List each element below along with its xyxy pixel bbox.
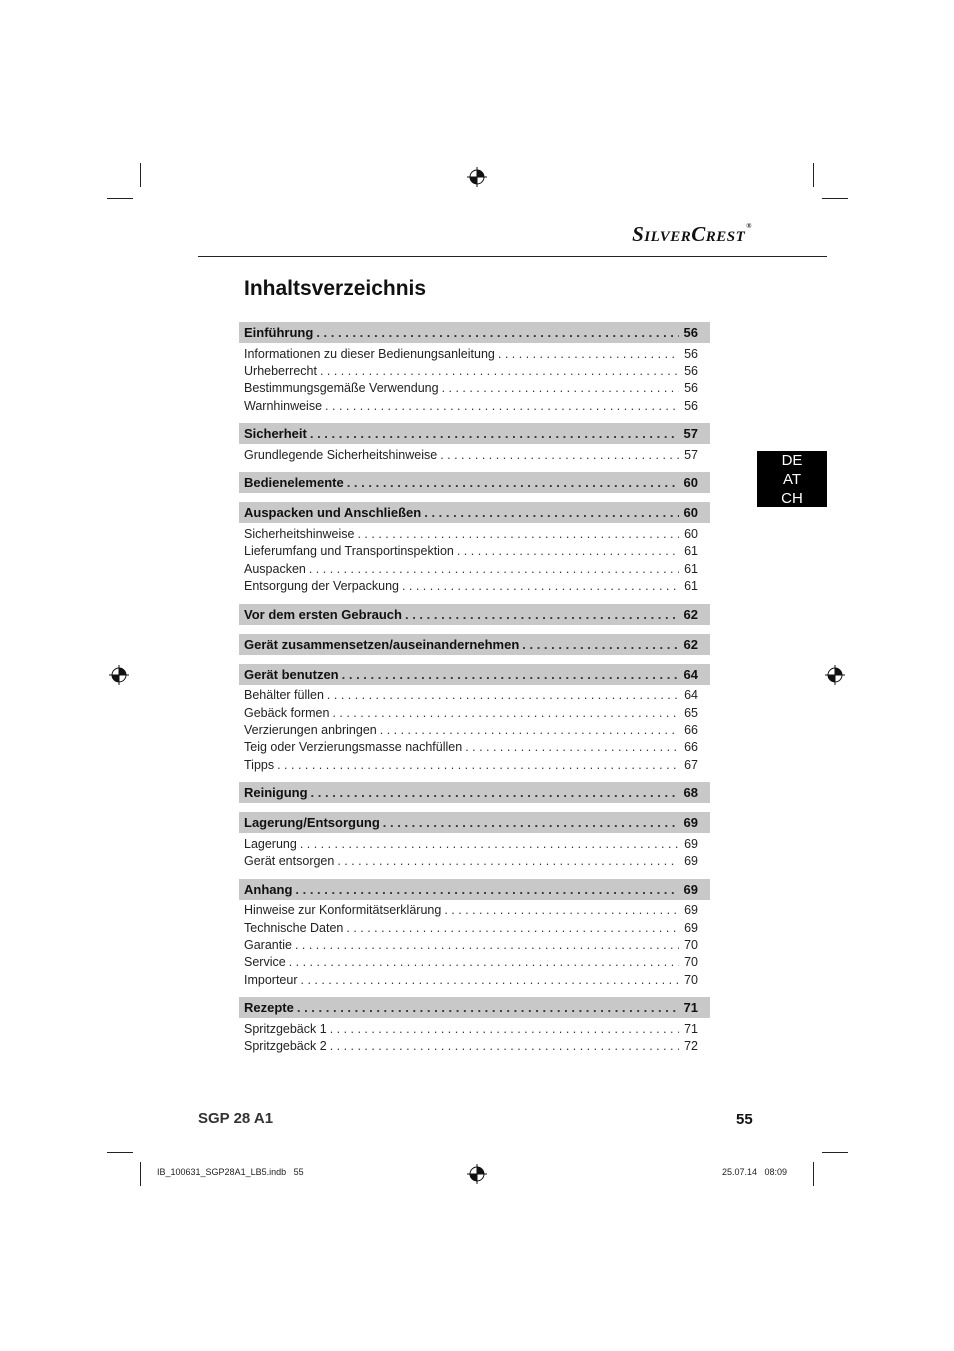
crop-mark [140, 163, 141, 187]
toc-entry-label: Tipps [244, 757, 275, 772]
toc-entry[interactable] [239, 704, 710, 721]
toc-section-title: Gerät benutzen [244, 666, 339, 682]
dot-leader [442, 381, 680, 395]
toc-page-number: 56 [684, 381, 698, 396]
toc-entry-label: Warnhinweise [244, 398, 323, 413]
toc-page-number: 66 [684, 740, 698, 755]
toc-section-heading[interactable] [239, 604, 710, 625]
dot-leader [522, 637, 678, 652]
toc-entry[interactable] [239, 577, 710, 594]
toc-entry[interactable] [239, 852, 710, 869]
toc-page-number: 71 [683, 1000, 698, 1016]
toc-entry-label: Verzierungen anbringen [244, 722, 377, 737]
toc-subsection-list [239, 900, 710, 988]
toc-entry[interactable] [239, 721, 710, 738]
toc-section-title: Reinigung [244, 785, 308, 801]
toc-entry-label: Technische Daten [244, 920, 344, 935]
dot-leader [295, 938, 679, 952]
toc-entry[interactable] [239, 560, 710, 577]
toc-entry[interactable] [239, 954, 710, 971]
dot-leader [383, 815, 679, 830]
dot-leader [337, 854, 679, 868]
toc-subsection-list [239, 833, 710, 870]
toc-page-number: 69 [684, 920, 698, 935]
registration-mark-icon [467, 1164, 487, 1184]
toc-page-number: 56 [684, 398, 698, 413]
dot-leader [297, 1000, 679, 1015]
dot-leader [498, 347, 679, 361]
toc-entry[interactable] [239, 525, 710, 542]
toc-section-title: Gerät zusammensetzen/auseinandernehmen [244, 636, 520, 652]
toc-section-heading[interactable] [239, 634, 710, 655]
toc-page-number: 60 [683, 505, 698, 521]
crop-mark [107, 198, 133, 199]
toc-entry-label: Garantie [244, 937, 292, 952]
dot-leader [347, 475, 679, 490]
toc-page-number: 64 [683, 666, 698, 682]
toc-section-title: Anhang [244, 881, 293, 897]
toc-entry-label: Gerät entsorgen [244, 854, 335, 869]
toc-page-number: 67 [684, 757, 698, 772]
toc-entry-label: Lagerung [244, 836, 297, 851]
toc-page-number: 71 [684, 1021, 698, 1036]
toc-page-number: 62 [683, 636, 698, 652]
toc-entry-label: Urheberrecht [244, 363, 317, 378]
page-title: Inhaltsverzeichnis [244, 277, 427, 300]
dot-leader [332, 706, 679, 720]
brand-logo: SILVERCREST® [632, 222, 752, 246]
dot-leader [346, 921, 679, 935]
dot-leader [405, 607, 679, 622]
language-code: CH [781, 489, 803, 507]
toc-entry-label: Behälter füllen [244, 688, 324, 703]
toc-page-number: 69 [684, 903, 698, 918]
toc-page-number: 69 [684, 836, 698, 851]
toc-subsection-list [239, 343, 710, 414]
toc-section-title: Vor dem ersten Gebrauch [244, 606, 402, 622]
toc-entry[interactable] [239, 687, 710, 704]
toc-page-number: 65 [684, 705, 698, 720]
dot-leader [402, 579, 679, 593]
toc-section-heading[interactable] [239, 664, 710, 685]
toc-section-title: Einführung [244, 325, 314, 340]
crop-mark [813, 1162, 814, 1186]
toc-page-number: 69 [683, 881, 698, 897]
toc-page-number: 62 [683, 606, 698, 622]
toc-entry-label: Hinweise zur Konformitätserklärung [244, 903, 442, 918]
language-tab [757, 451, 827, 507]
toc-section-heading[interactable] [239, 322, 710, 343]
dot-leader [295, 882, 678, 897]
registration-mark-icon [467, 167, 487, 187]
language-code: DE [781, 451, 803, 469]
toc-section-heading[interactable] [239, 997, 710, 1018]
dot-leader [327, 688, 679, 702]
toc-entry[interactable] [239, 971, 710, 988]
crop-mark [813, 163, 814, 187]
toc-page-number: 70 [684, 972, 698, 987]
crop-mark [107, 1152, 133, 1153]
toc-subsection-list [239, 685, 710, 773]
toc-entry[interactable] [239, 756, 710, 773]
dot-leader [465, 740, 679, 754]
toc-entry[interactable] [239, 1038, 710, 1055]
toc-entry-label: Auspacken [244, 561, 306, 576]
dot-leader [311, 785, 679, 800]
toc-page-number: 60 [683, 475, 698, 491]
toc-section-title: Rezepte [244, 1000, 294, 1016]
toc-section-title: Bedienelemente [244, 475, 344, 491]
toc-entry[interactable] [239, 397, 710, 414]
toc-page-number: 57 [684, 447, 698, 462]
toc-section-heading[interactable] [239, 879, 710, 900]
toc-page-number: 69 [683, 815, 698, 831]
toc-page-number: 61 [684, 579, 698, 594]
dot-leader [444, 903, 679, 917]
dot-leader [440, 448, 679, 462]
dot-leader [277, 758, 679, 772]
crop-mark [822, 198, 848, 199]
toc-entry-label: Gebäck formen [244, 705, 330, 720]
toc-page-number: 56 [683, 325, 698, 340]
toc-entry-label: Teig oder Verzierungsmasse nachfüllen [244, 740, 463, 755]
dot-leader [310, 426, 679, 441]
toc-entry[interactable] [239, 543, 710, 560]
toc-section-heading[interactable] [239, 782, 710, 803]
toc-entry-label: Bestimmungsgemäße Verwendung [244, 381, 439, 396]
dot-leader [325, 399, 679, 413]
toc-entry-label: Spritzgebäck 2 [244, 1039, 327, 1054]
dot-leader [301, 973, 680, 987]
dot-leader [357, 527, 679, 541]
dot-leader [424, 505, 678, 520]
toc-section-heading[interactable] [239, 472, 710, 493]
toc-section-heading[interactable] [239, 423, 710, 444]
toc-entry-label: Informationen zu dieser Bedienungsanleitung [244, 346, 495, 361]
table-of-contents [239, 322, 710, 1055]
registration-mark-icon [825, 665, 845, 685]
toc-section-title: Sicherheit [244, 426, 307, 442]
toc-entry-label: Spritzgebäck 1 [244, 1021, 327, 1036]
toc-page-number: 72 [684, 1039, 698, 1054]
toc-subsection-list [239, 444, 710, 463]
dot-leader [380, 723, 679, 737]
toc-section-heading[interactable] [239, 812, 710, 833]
crop-mark [140, 1162, 141, 1186]
toc-section-title: Lagerung/Entsorgung [244, 815, 380, 831]
model-number: SGP 28 A1 [198, 1110, 274, 1127]
dot-leader [300, 837, 679, 851]
toc-entry[interactable] [239, 902, 710, 919]
toc-entry[interactable] [239, 919, 710, 936]
dot-leader [330, 1022, 679, 1036]
toc-subsection-list [239, 523, 710, 594]
toc-entry[interactable] [239, 739, 710, 756]
toc-page-number: 66 [684, 722, 698, 737]
slug-datetime: 25.07.14 08:09 [722, 1167, 788, 1177]
toc-page-number: 68 [683, 785, 698, 801]
toc-entry-label: Service [244, 955, 286, 970]
toc-page-number: 69 [684, 854, 698, 869]
toc-section-heading[interactable] [239, 502, 710, 523]
dot-leader [330, 1039, 679, 1053]
dot-leader [316, 325, 678, 340]
toc-page-number: 56 [684, 363, 698, 378]
slug-file-info: IB_100631_SGP28A1_LB5.indb 55 [157, 1167, 304, 1177]
registration-mark-icon [109, 665, 129, 685]
dot-leader [289, 955, 679, 969]
toc-page-number: 64 [684, 688, 698, 703]
toc-entry-label: Entsorgung der Verpackung [244, 579, 399, 594]
toc-entry[interactable] [239, 380, 710, 397]
page-number: 55 [736, 1111, 753, 1128]
toc-page-number: 70 [684, 937, 698, 952]
dot-leader [320, 364, 679, 378]
toc-entry[interactable] [239, 835, 710, 852]
toc-page-number: 70 [684, 955, 698, 970]
toc-section-title: Auspacken und Anschließen [244, 505, 422, 521]
toc-entry[interactable] [239, 362, 710, 379]
toc-subsection-list [239, 1018, 710, 1055]
toc-page-number: 60 [684, 527, 698, 542]
crop-mark [822, 1152, 848, 1153]
dot-leader [342, 667, 679, 682]
header-rule [198, 256, 827, 257]
toc-entry[interactable] [239, 345, 710, 362]
toc-page-number: 57 [683, 426, 698, 442]
toc-page-number: 61 [684, 544, 698, 559]
language-code: AT [782, 470, 802, 488]
toc-page-number: 56 [684, 346, 698, 361]
toc-entry-label: Sicherheitshinweise [244, 527, 355, 542]
toc-entry[interactable] [239, 1020, 710, 1037]
dot-leader [457, 544, 679, 558]
toc-entry-label: Grundlegende Sicherheitshinweise [244, 447, 438, 462]
toc-entry[interactable] [239, 936, 710, 953]
toc-entry-label: Lieferumfang und Transportinspektion [244, 544, 454, 559]
dot-leader [309, 562, 679, 576]
toc-page-number: 61 [684, 561, 698, 576]
toc-entry[interactable] [239, 446, 710, 463]
toc-entry-label: Importeur [244, 972, 298, 987]
